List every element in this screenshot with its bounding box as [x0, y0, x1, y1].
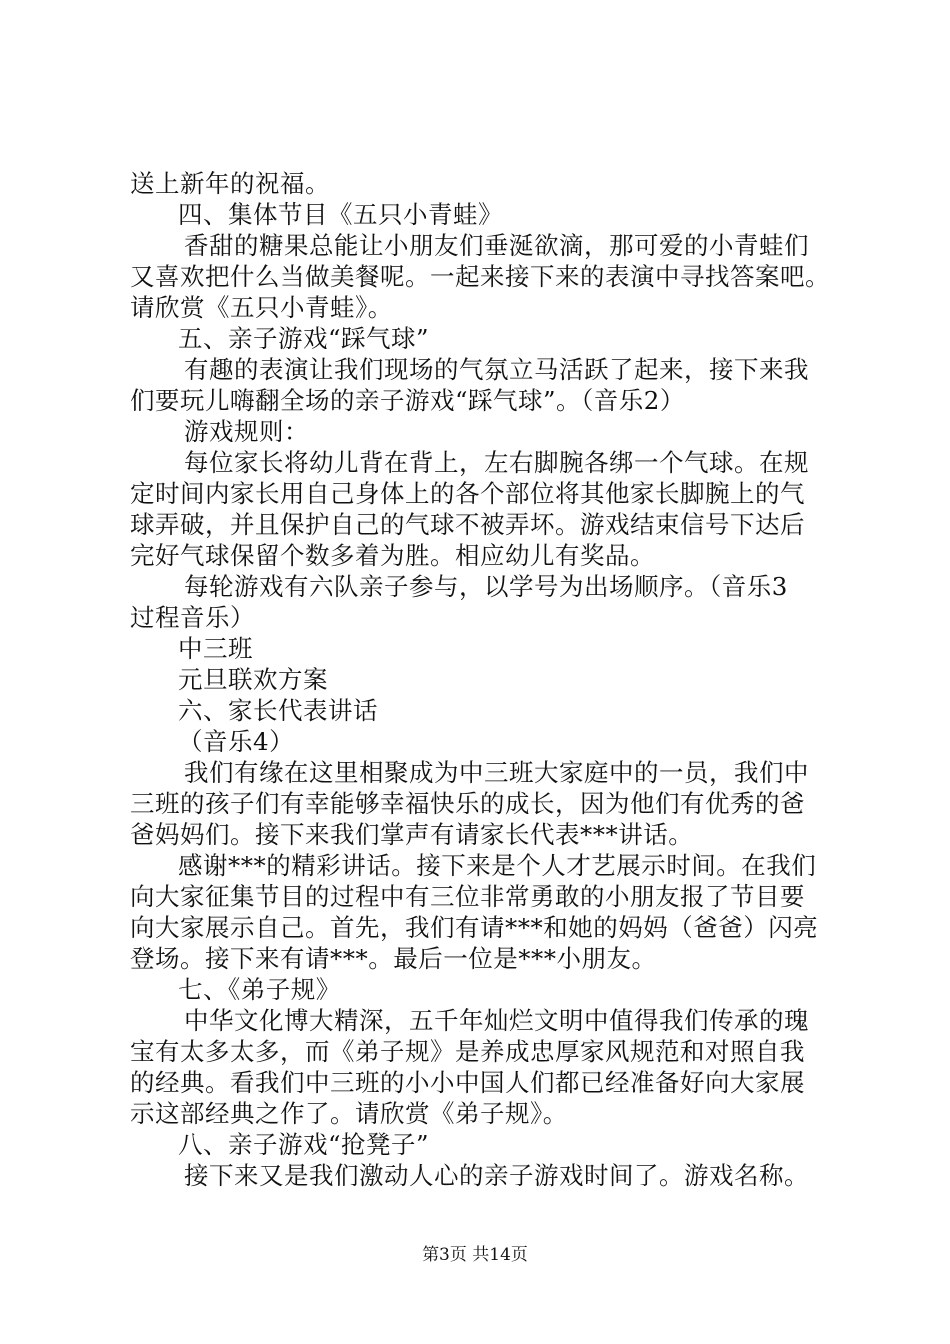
text-line: 向大家征集节目的过程中有三位非常勇敢的小朋友报了节目要 [130, 882, 805, 911]
text-line: 爸妈妈们。接下来我们掌声有请家长代表***讲话。 [130, 820, 694, 849]
section-heading: 四、集体节目《五只小青蛙》 [178, 200, 503, 229]
text-line: 们要玩儿嗨翻全场的亲子游戏“踩气球”。（音乐2） [130, 386, 685, 415]
text-line: 过程音乐） [130, 603, 255, 632]
text-line: 感谢***的精彩讲话。接下来是个人才艺展示时间。在我们 [178, 851, 817, 880]
section-heading: 七、《弟子规》 [178, 975, 341, 1004]
text-line: 示这部经典之作了。请欣赏《弟子规》。 [130, 1099, 568, 1128]
text-line: 请欣赏《五只小青蛙》。 [130, 293, 393, 322]
section-heading: 八、亲子游戏“抢凳子” [178, 1130, 430, 1159]
text-line: 三班的孩子们有幸能够幸福快乐的成长，因为他们有优秀的爸 [130, 789, 805, 818]
text-line: 每位家长将幼儿背在背上，左右脚腕各绑一个气球。在规 [184, 448, 809, 477]
text-line: 游戏规则： [184, 417, 309, 446]
text-line: 又喜欢把什么当做美餐呢。一起来接下来的表演中寻找答案吧。 [130, 262, 830, 291]
text-line: 宝有太多太多，而《弟子规》是养成忠厚家风规范和对照自我 [130, 1037, 805, 1066]
text-line: 中三班 [178, 634, 253, 663]
text-line: 完好气球保留个数多着为胜。相应幼儿有奖品。 [130, 541, 655, 570]
text-line: （音乐4） [178, 727, 295, 756]
document-body [130, 168, 834, 1191]
text-line: 每轮游戏有六队亲子参与，以学号为出场顺序。（音乐3 [184, 572, 788, 601]
text-line: 元旦联欢方案 [178, 665, 328, 694]
page-number-footer: 第3页 共14页 [422, 1245, 528, 1265]
text-line: 送上新年的祝福。 [130, 169, 330, 198]
text-line: 中华文化博大精深，五千年灿烂文明中值得我们传承的瑰 [184, 1006, 809, 1035]
text-line: 的经典。看我们中三班的小小中国人们都已经准备好向大家展 [130, 1068, 805, 1097]
text-line: 登场。接下来有请***。最后一位是***小朋友。 [130, 944, 657, 973]
text-line: 球弄破，并且保护自己的气球不被弄坏。游戏结束信号下达后 [130, 510, 805, 539]
text-line: 向大家展示自己。首先，我们有请***和她的妈妈（爸爸）闪亮 [130, 913, 819, 942]
section-heading: 五、亲子游戏“踩气球” [178, 324, 430, 353]
text-line: 接下来又是我们激动人心的亲子游戏时间了。游戏名称。 [184, 1161, 809, 1190]
text-line: 定时间内家长用自己身体上的各个部位将其他家长脚腕上的气 [130, 479, 805, 508]
text-line: 香甜的糖果总能让小朋友们垂涎欲滴，那可爱的小青蛙们 [184, 231, 809, 260]
text-line: 有趣的表演让我们现场的气氛立马活跃了起来，接下来我 [184, 355, 809, 384]
section-heading: 六、家长代表讲话 [178, 696, 378, 725]
text-line: 我们有缘在这里相聚成为中三班大家庭中的一员，我们中 [184, 758, 809, 787]
